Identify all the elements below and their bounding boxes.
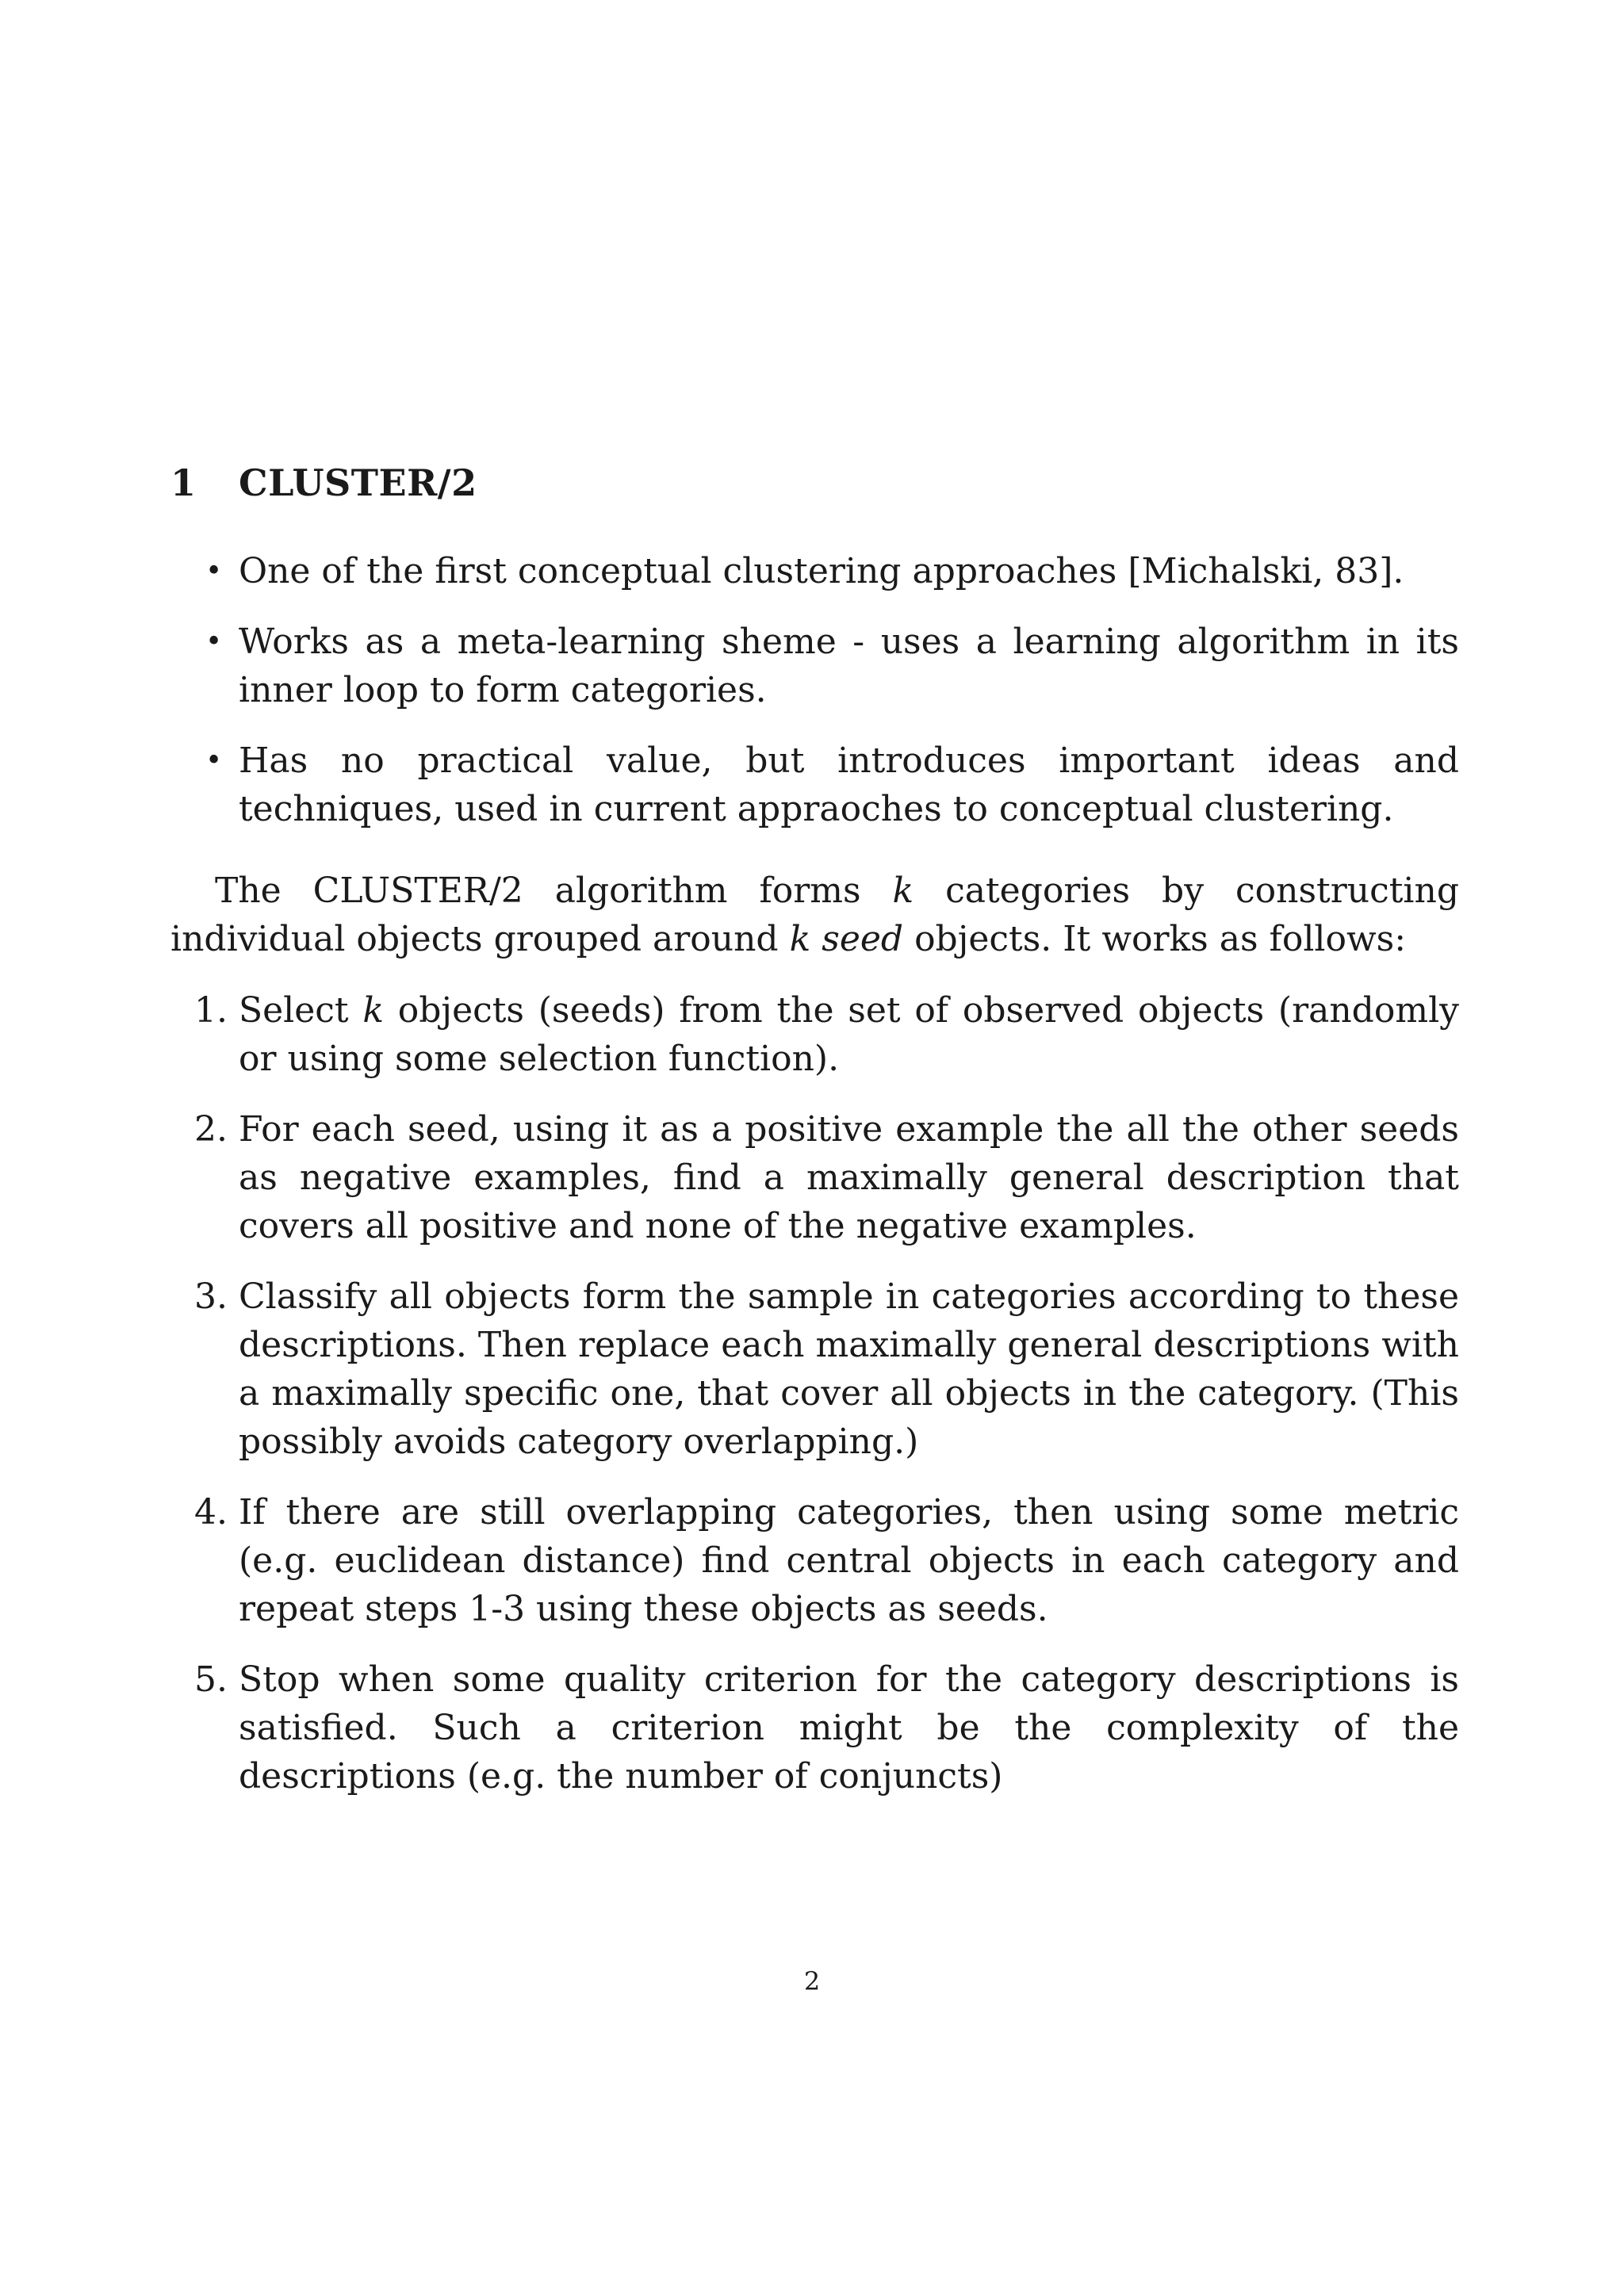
step-text: Classify all objects form the sample in categories according to these descriptions. Then replace each maximally general descriptions with a maximally specific one, that cover all objects in the category. (This possibly avoids category overlapping.) (239, 1276, 1459, 1462)
step-item (170, 1272, 1459, 1466)
step-number: 5. (194, 1659, 228, 1700)
step-text: If there are still overlapping categories, then using some metric (e.g. euclidean distance) find central objects in each category and repeat steps 1-3 using these objects as seeds. (239, 1492, 1459, 1629)
step-number: 3. (194, 1276, 228, 1317)
intro-text: objects. It works as follows: (903, 919, 1407, 959)
page-number: 2 (803, 1966, 821, 1996)
intro-math-k: k (892, 871, 914, 911)
step-text: Stop when some quality criterion for the category descriptions is satisfied. Such a criterion might be the complexity of the descriptions (e.g. the number of conjuncts) (239, 1659, 1459, 1797)
section-number: 1 (170, 461, 197, 504)
step-item (170, 1655, 1459, 1800)
intro-math-k: k (789, 919, 811, 959)
bullet-text: Has no practical value, but introduces important ideas and techniques, used in current appraoches to conceptual clustering. (239, 740, 1459, 829)
bullet-item (170, 618, 1459, 714)
step-text (239, 990, 1459, 1079)
step-item (170, 986, 1459, 1083)
intro-paragraph (170, 867, 1459, 963)
algorithm-steps-list (170, 986, 1459, 1800)
intro-text: The CLUSTER/2 algorithm forms (215, 871, 893, 911)
intro-text: categories by constructing individual objects grouped around (170, 871, 1459, 959)
step-text-part: Select (239, 990, 363, 1031)
bullet-list (170, 547, 1459, 833)
step-text-part: objects (seeds) from the set of observed objects (randomly or using some selection function). (239, 990, 1459, 1079)
step-number: 4. (194, 1492, 228, 1533)
intro-text (810, 919, 822, 959)
step-number: 1. (194, 990, 228, 1031)
step-number: 2. (194, 1109, 228, 1150)
step-text: For each seed, using it as a positive example the all the other seeds as negative examples, find a maximally general description that covers all positive and none of the negative examples. (239, 1109, 1459, 1246)
bullet-text: Works as a meta-learning sheme - uses a learning algorithm in its inner loop to form categories. (239, 622, 1459, 710)
section-heading (170, 461, 477, 504)
step-math-k: k (362, 990, 385, 1031)
bullet-item (170, 547, 1459, 595)
bullet-item (170, 737, 1459, 833)
step-item (170, 1488, 1459, 1633)
bullet-dot-icon: • (205, 744, 223, 777)
section-title: CLUSTER/2 (239, 461, 477, 504)
bullet-dot-icon: • (205, 626, 223, 658)
intro-emphasis-seed: seed (822, 919, 904, 959)
step-item (170, 1105, 1459, 1250)
bullet-dot-icon: • (205, 555, 223, 587)
bullet-text: One of the first conceptual clustering approaches [Michalski, 83]. (239, 551, 1404, 591)
